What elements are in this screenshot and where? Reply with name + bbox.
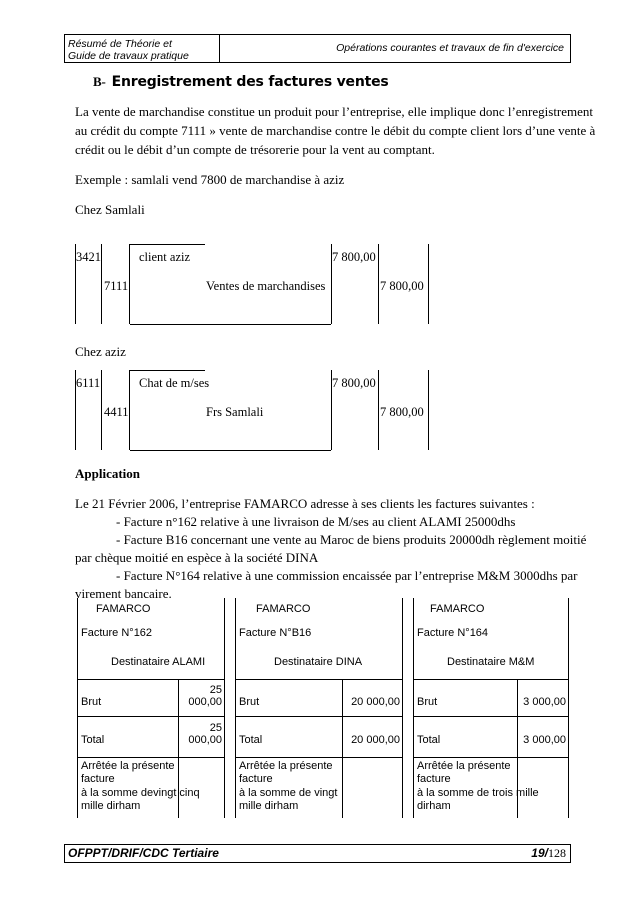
journal1-credit-label: Ventes de marchandises xyxy=(206,279,326,293)
page-footer xyxy=(64,844,571,863)
application-line-4: par chèque moitié en espèce à la société DINA xyxy=(75,550,319,565)
journal1-heading: Chez Samlali xyxy=(75,202,145,217)
invoice-brut-value: 3 000,00 xyxy=(523,696,566,708)
invoice-total-value: 3 000,00 xyxy=(523,734,566,746)
header-right: Opérations courantes et travaux de fin d'exercice xyxy=(336,42,564,54)
journal2-credit-amount: 7 800,00 xyxy=(380,405,424,419)
invoice-recipient: Destinataire DINA xyxy=(274,656,363,668)
invoice-b16 xyxy=(235,598,403,818)
invoice-stop-line2: facture xyxy=(81,773,115,785)
invoice-number: Facture N°B16 xyxy=(239,627,312,639)
invoice-number: Facture N°162 xyxy=(81,627,153,639)
invoice-company: FAMARCO xyxy=(96,603,151,615)
invoice-total-value-line2: 000,00 xyxy=(188,734,222,746)
invoice-stop-line3: à la somme de vingt xyxy=(239,787,338,799)
page-number xyxy=(531,846,566,861)
application-line-1: Le 21 Février 2006, l’entreprise FAMARCO adresse à ses clients les factures suivantes : xyxy=(75,496,535,511)
invoice-162 xyxy=(77,598,225,818)
journal2-credit-account: 4411 xyxy=(104,405,129,419)
invoice-company: FAMARCO xyxy=(430,603,485,615)
journal1-debit-account: 3421 xyxy=(76,250,101,264)
invoice-164 xyxy=(413,598,569,818)
application-line-3: - Facture B16 concernant une vente au Maroc de biens produits 20000dh règlement moitié xyxy=(116,532,587,547)
invoice-total-label: Total xyxy=(417,734,441,746)
invoice-stop-line4: mille dirham xyxy=(239,800,299,812)
invoice-brut-value-line2: 000,00 xyxy=(188,696,222,708)
invoice-brut-label: Brut xyxy=(417,696,438,708)
application-title: Application xyxy=(75,466,141,481)
invoice-stop-line2: facture xyxy=(417,773,451,785)
footer-left: OFPPT/DRIF/CDC Tertiaire xyxy=(68,846,219,860)
invoice-company: FAMARCO xyxy=(256,603,311,615)
invoice-number: Facture N°164 xyxy=(417,627,489,639)
page-current: 19 xyxy=(531,846,545,860)
intro-line-3: crédit ou le débit d’un compte de trésorerie pour la vent au comptant. xyxy=(75,142,435,157)
invoice-recipient: Destinataire M&M xyxy=(447,656,535,668)
header-left-line2: Guide de travaux pratique xyxy=(68,50,189,62)
invoice-brut-value: 20 000,00 xyxy=(351,696,400,708)
page-header xyxy=(64,34,571,63)
journal1-credit-amount: 7 800,00 xyxy=(380,279,424,293)
invoice-stop-line1: Arrêtée la présente xyxy=(417,760,511,772)
invoice-stop-line1: Arrêtée la présente xyxy=(239,760,333,772)
journal1-credit-account: 7111 xyxy=(104,279,129,293)
example-text: Exemple : samlali vend 7800 de marchandise à aziz xyxy=(75,172,345,187)
application-line-2: - Facture n°162 relative à une livraison de M/ses au client ALAMI 25000dhs xyxy=(116,514,516,529)
header-left xyxy=(65,35,220,62)
journal2-debit-account: 6111 xyxy=(76,376,101,390)
page-total: 128 xyxy=(548,846,566,860)
application-line-5: - Facture N°164 relative à une commission encaissée par l’entreprise M&M 3000dhs par xyxy=(116,568,578,583)
journal2-credit-label: Frs Samlali xyxy=(206,405,264,419)
invoice-total-value: 20 000,00 xyxy=(351,734,400,746)
invoice-stop-line4: dirham xyxy=(417,800,451,812)
invoice-brut-label: Brut xyxy=(239,696,260,708)
header-left-line1: Résumé de Théorie et xyxy=(68,38,172,50)
invoice-total-label: Total xyxy=(81,734,105,746)
journal1-debit-amount: 7 800,00 xyxy=(332,250,376,264)
journal2-heading: Chez aziz xyxy=(75,344,126,359)
invoice-stop-line1: Arrêtée la présente xyxy=(81,760,175,772)
invoice-stop-line4: mille dirham xyxy=(81,800,141,812)
application-line-6: virement bancaire. xyxy=(75,586,172,601)
invoice-stop-line3: à la somme devingt cinq xyxy=(81,787,200,799)
journal1-debit-label: client aziz xyxy=(139,250,191,264)
journal2-debit-amount: 7 800,00 xyxy=(332,376,376,390)
section-title xyxy=(93,74,389,90)
journal2-debit-label: Chat de m/ses xyxy=(139,376,210,390)
invoice-stop-line3: à la somme de trois mille xyxy=(417,787,539,799)
page-separator: / xyxy=(544,846,548,860)
invoice-stop-line2: facture xyxy=(239,773,273,785)
invoice-brut-value-line1: 25 xyxy=(209,684,222,696)
intro-line-1: La vente de marchandise constitue un produit pour l’entreprise, elle implique donc l’enregistrement xyxy=(75,104,594,119)
intro-line-2: au crédit du compte 7111 » vente de marchandise contre le débit du compte client lors d’une vente à xyxy=(75,123,596,138)
section-title-text: Enregistrement des factures ventes xyxy=(111,74,389,90)
invoice-total-value-line1: 25 xyxy=(209,722,222,734)
invoice-recipient: Destinataire ALAMI xyxy=(111,656,206,668)
invoice-total-label: Total xyxy=(239,734,263,746)
invoice-brut-label: Brut xyxy=(81,696,102,708)
section-label: B- xyxy=(93,74,106,89)
